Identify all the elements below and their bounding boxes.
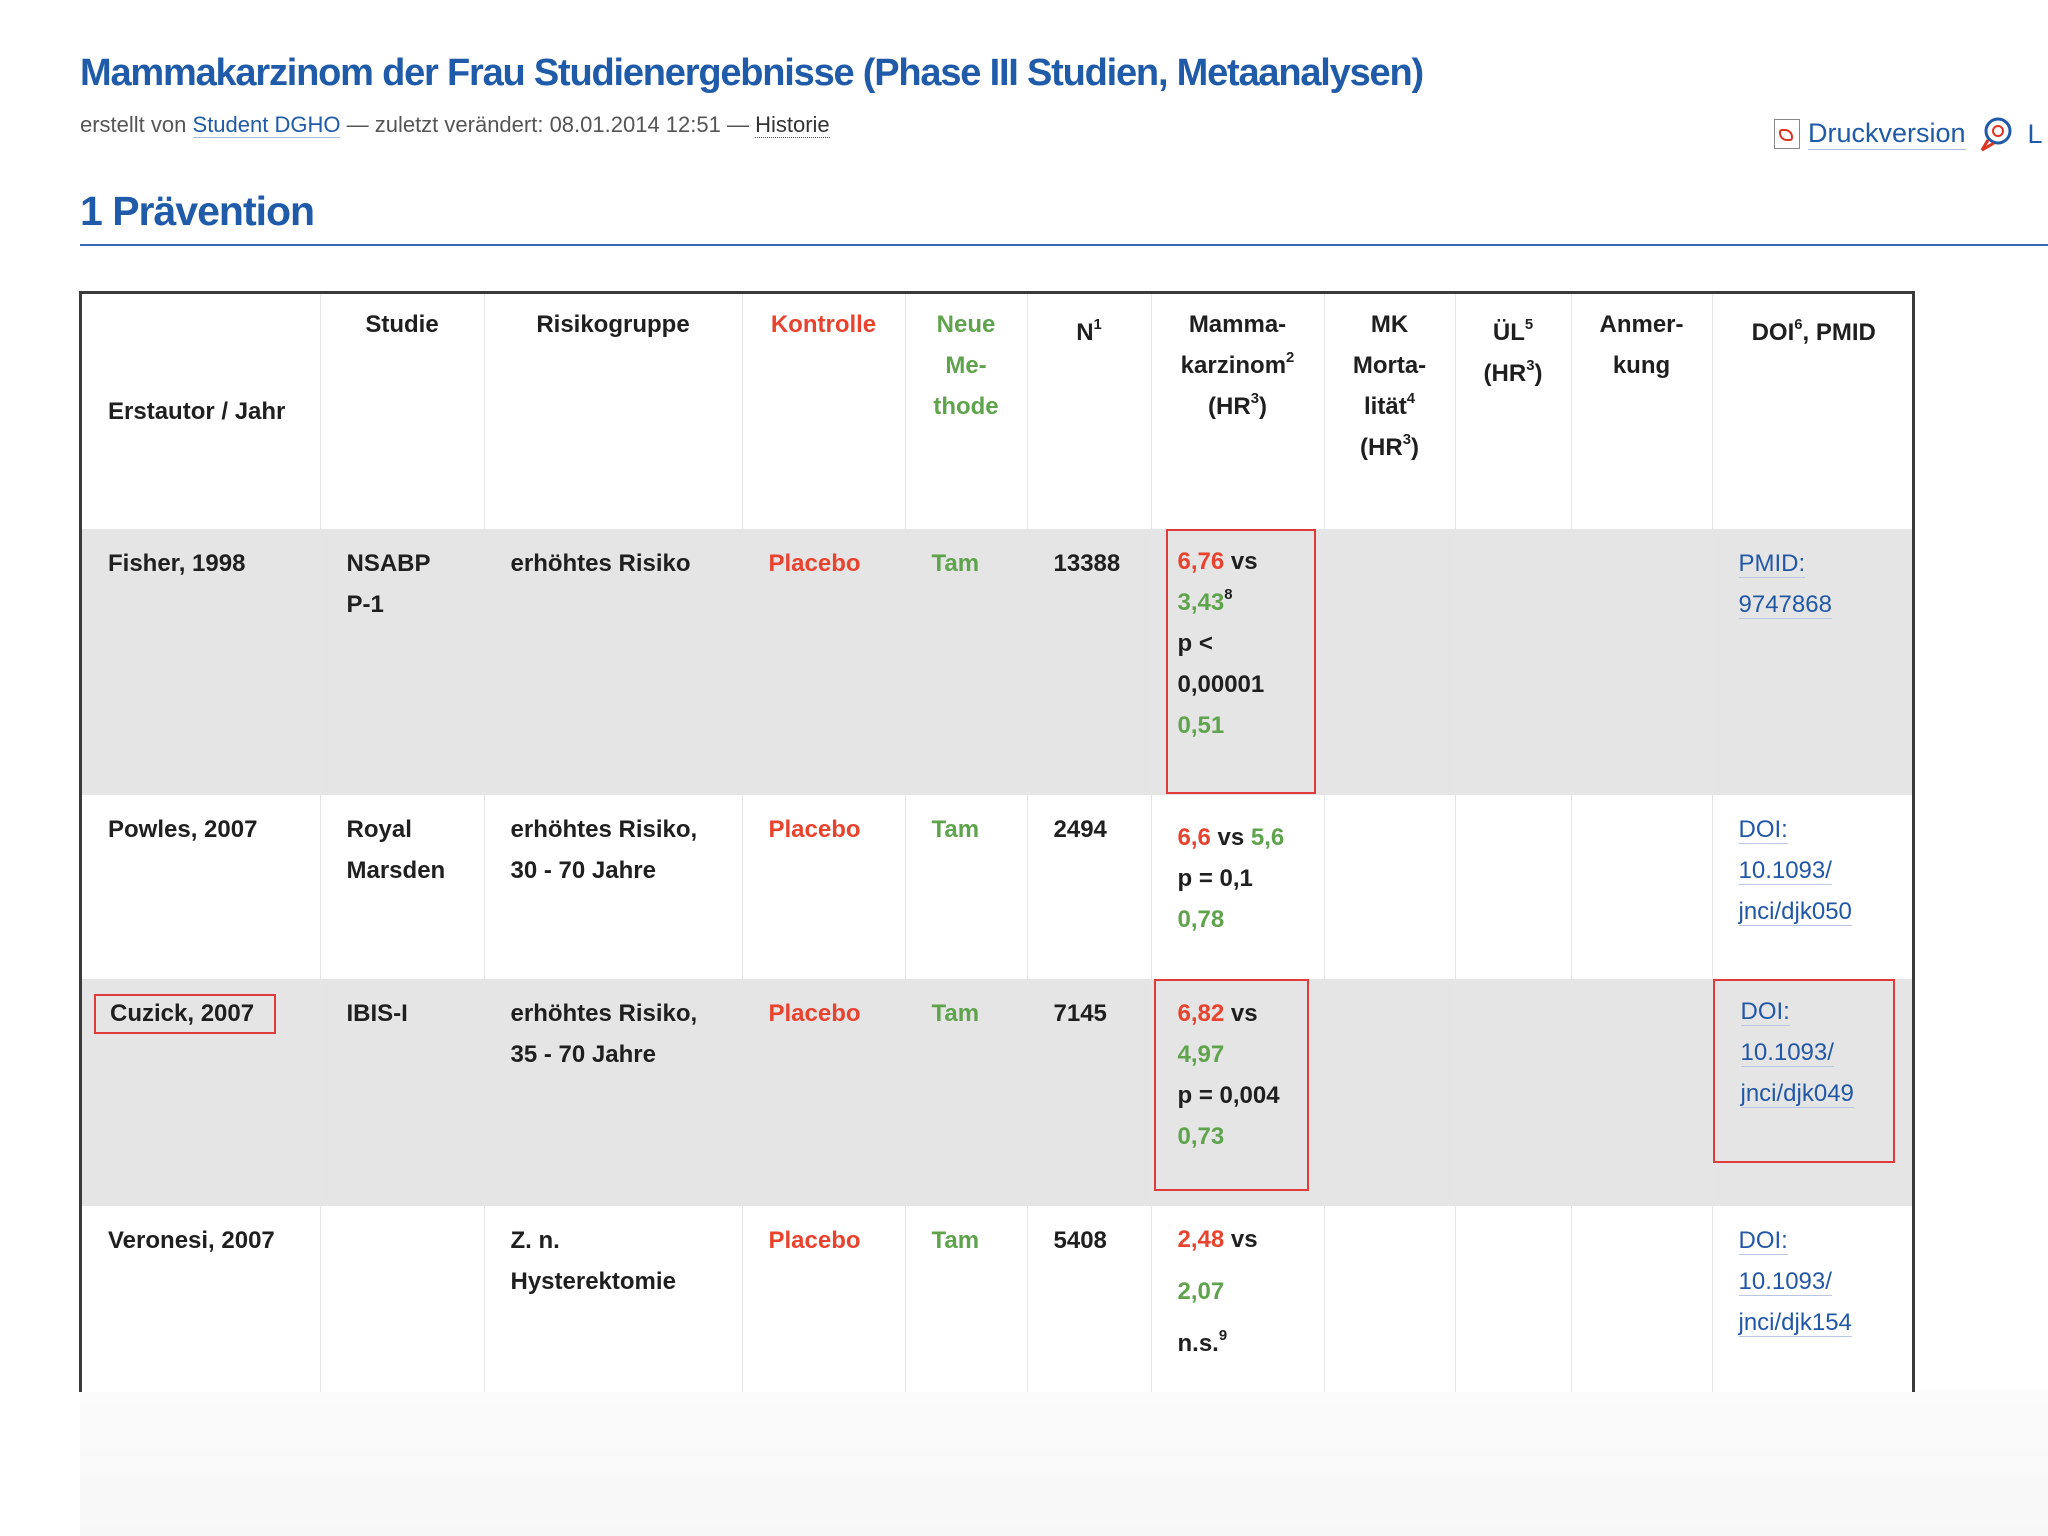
header-new-method: Neue Me- thode xyxy=(905,294,1027,529)
cell-survival-hr xyxy=(1455,529,1571,795)
cell-remark xyxy=(1571,979,1712,1206)
study-results-table-frame xyxy=(79,291,1915,1392)
study-results-table xyxy=(82,294,1915,1392)
byline-created-prefix: erstellt von xyxy=(80,112,187,137)
header-breast-cancer-hr: Mamma- karzinom$^2$ $(HR^3)$ xyxy=(1151,294,1324,529)
cell-study: IBIS-I xyxy=(320,979,484,1206)
table-row xyxy=(82,979,1915,1206)
logo-icon[interactable] xyxy=(1976,114,2020,154)
pdf-icon[interactable] xyxy=(1774,119,1800,149)
cell-survival-hr xyxy=(1455,1206,1571,1392)
cell-breast-cancer-hr xyxy=(1151,529,1324,795)
cell-n: 5408 xyxy=(1027,1206,1151,1392)
cell-survival-hr xyxy=(1455,979,1571,1206)
cell-risk-group: erhöhtes Risiko, 30 - 70 Jahre xyxy=(484,795,742,979)
header-survival-hr: $ÜL^5$ $(HR^3)$ xyxy=(1455,294,1571,529)
cell-method: Tam xyxy=(905,529,1027,795)
history-link[interactable]: Historie xyxy=(755,112,830,137)
reference-link[interactable]: jnci/djk050 xyxy=(1738,898,1852,925)
cell-control: Placebo xyxy=(742,979,905,1206)
reference-link[interactable]: 10.1093/ xyxy=(1738,857,1832,884)
header-control: Kontrolle xyxy=(742,294,905,529)
highlight-box: 6,82 vs 4,97 p = 0,004 0,73 xyxy=(1154,979,1309,1191)
byline xyxy=(80,112,830,138)
cell-n: 7145 xyxy=(1027,979,1151,1206)
cell-method: Tam xyxy=(905,1206,1027,1392)
page-title: Mammakarzinom der Frau Studienergebnisse (Phase III Studien, Metaanalysen) xyxy=(80,52,1423,94)
cell-reference[interactable] xyxy=(1712,1206,1915,1392)
cell-method: Tam xyxy=(905,979,1027,1206)
reference-link[interactable]: DOI: xyxy=(1738,1227,1788,1254)
cell-author: Powles, 2007 xyxy=(82,795,320,979)
cell-control: Placebo xyxy=(742,795,905,979)
cell-n: 2494 xyxy=(1027,795,1151,979)
header-doi-pmid: DOI$^6$, PMID xyxy=(1751,316,1876,346)
header-remark: Anmer- kung xyxy=(1571,294,1712,529)
modified-date-text: — zuletzt verändert: 08.01.2014 12:51 — xyxy=(346,112,749,137)
cell-n: 13388 xyxy=(1027,529,1151,795)
page-actions xyxy=(1774,114,2043,154)
reference-link[interactable]: 9747868 xyxy=(1738,591,1832,618)
reference-link[interactable]: 10.1093/ xyxy=(1738,1268,1832,1295)
reference-link[interactable]: DOI: xyxy=(1740,998,1790,1025)
cell-mortality-hr xyxy=(1324,529,1455,795)
cell-author xyxy=(82,979,320,1206)
cell-mortality-hr xyxy=(1324,795,1455,979)
cell-study xyxy=(320,1206,484,1392)
cell-risk-group: erhöhtes Risiko xyxy=(484,529,742,795)
highlight-box xyxy=(1713,979,1895,1163)
cell-remark xyxy=(1571,795,1712,979)
section-heading: 1 Prävention xyxy=(80,188,315,234)
header-mortality-hr: MK Morta- lität$^4$ $(HR^3)$ xyxy=(1324,294,1455,529)
cell-control: Placebo xyxy=(742,1206,905,1392)
cell-reference[interactable] xyxy=(1712,979,1915,1206)
cell-author: Fisher, 1998 xyxy=(82,529,320,795)
cell-author: Veronesi, 2007 xyxy=(82,1206,320,1392)
highlight-box: 6,76 vs 3,43$^8$ p < 0,00001 0,51 xyxy=(1166,529,1316,794)
cell-mortality-hr xyxy=(1324,979,1455,1206)
cell-reference[interactable] xyxy=(1712,795,1915,979)
cell-breast-cancer-hr: 6,6 vs 5,6 p = 0,1 0,78 xyxy=(1151,795,1324,979)
cell-method: Tam xyxy=(905,795,1027,979)
cell-control: Placebo xyxy=(742,529,905,795)
reference-link[interactable]: DOI: xyxy=(1738,816,1788,843)
print-version-link[interactable]: Druckversion xyxy=(1808,118,1966,148)
cell-breast-cancer-hr: 2,48 vs 2,07 n.s.$^9$ xyxy=(1151,1206,1324,1392)
cell-breast-cancer-hr xyxy=(1151,979,1324,1206)
cell-risk-group: Z. n. Hysterektomie xyxy=(484,1206,742,1392)
header-study: Studie xyxy=(320,294,484,529)
author-link[interactable]: Student DGHO xyxy=(192,112,341,137)
page-bottom-fade xyxy=(80,1390,2048,1536)
cut-off-link-letter[interactable]: L xyxy=(2027,118,2043,149)
cell-remark xyxy=(1571,1206,1712,1392)
header-risk-group: Risikogruppe xyxy=(484,294,742,529)
cell-survival-hr xyxy=(1455,795,1571,979)
header-n: $N^1$ xyxy=(1027,294,1151,529)
cell-risk-group: erhöhtes Risiko, 35 - 70 Jahre xyxy=(484,979,742,1206)
table-row xyxy=(82,795,1915,979)
highlight-box: Cuzick, 2007 xyxy=(94,994,276,1034)
reference-link[interactable]: 10.1093/ xyxy=(1740,1039,1834,1066)
header-author: Erstautor / Jahr xyxy=(82,294,320,529)
reference-link[interactable]: PMID: xyxy=(1738,550,1806,577)
cell-reference[interactable] xyxy=(1712,529,1915,795)
table-header-row xyxy=(82,294,1915,529)
table-row xyxy=(82,1206,1915,1392)
reference-link[interactable]: jnci/djk154 xyxy=(1738,1309,1852,1336)
cell-study: NSABP P-1 xyxy=(320,529,484,795)
cell-remark xyxy=(1571,529,1712,795)
cell-study: Royal Marsden xyxy=(320,795,484,979)
reference-link[interactable]: jnci/djk049 xyxy=(1740,1080,1854,1107)
table-row xyxy=(82,529,1915,795)
cell-mortality-hr xyxy=(1324,1206,1455,1392)
section-divider xyxy=(80,244,2048,246)
